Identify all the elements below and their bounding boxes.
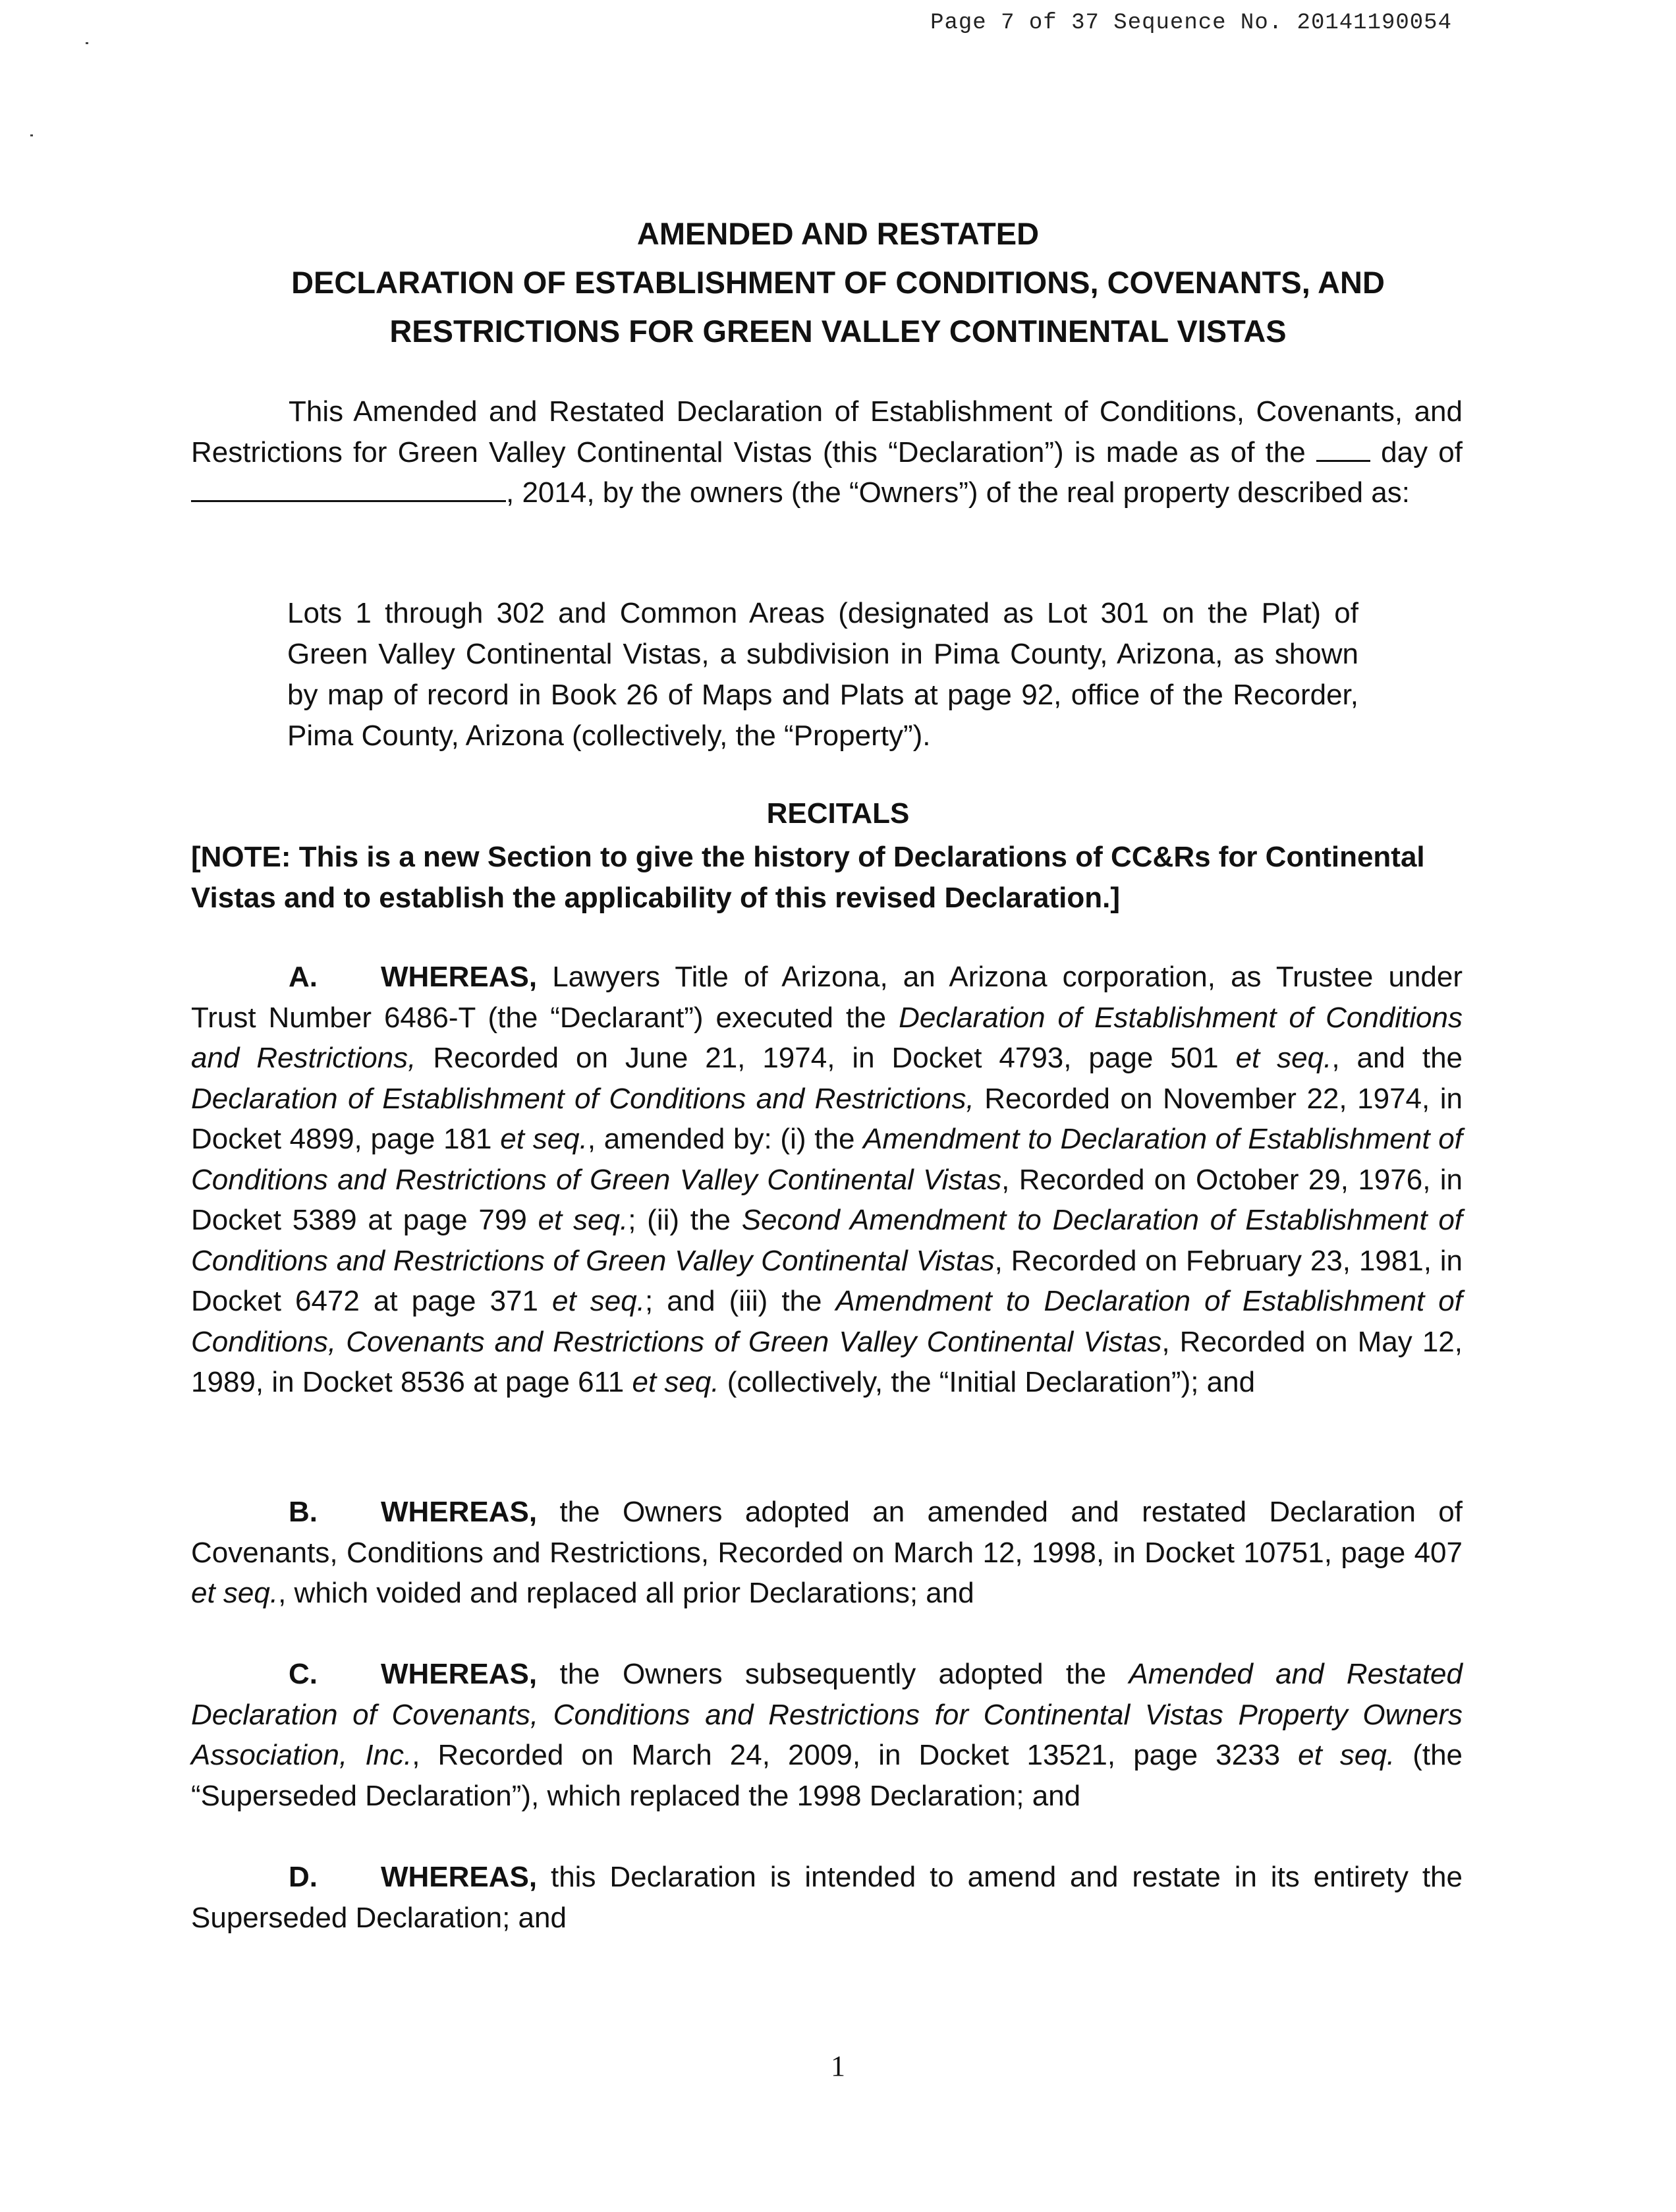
recitals-heading: RECITALS	[766, 797, 910, 830]
recital-d-whereas: WHEREAS,	[381, 1861, 538, 1893]
recital-a-citation: Declaration of Establishment of Conditions and Restrictions,	[191, 1001, 1463, 1074]
month-blank-line	[191, 474, 506, 502]
recital-c	[191, 1654, 1463, 1816]
title-line-2: DECLARATION OF ESTABLISHMENT OF CONDITIONS, COVENANTS, AND	[291, 265, 1385, 300]
recital-a-text: ; and (iii) the	[644, 1285, 836, 1317]
title-line-3: RESTRICTIONS FOR GREEN VALLEY CONTINENTAL VISTAS	[389, 314, 1287, 349]
recital-b-text: , which voided and replaced all prior Declarations; and	[278, 1577, 974, 1609]
recital-a-citation: et seq.	[1235, 1042, 1332, 1074]
recital-a-text: , amended by: (i) the	[587, 1123, 864, 1155]
recital-a-text: , and the	[1331, 1042, 1463, 1074]
recital-a-text: (collectively, the “Initial Declaration”); and	[719, 1366, 1256, 1398]
recital-a-citation: et seq.	[500, 1123, 588, 1155]
day-blank-line	[1316, 434, 1370, 462]
recital-c-citation: et seq.	[1298, 1739, 1395, 1771]
recital-c-whereas: WHEREAS,	[381, 1658, 538, 1690]
recital-a-whereas: WHEREAS,	[381, 961, 538, 993]
recital-c-text: the Owners subsequently adopted the	[537, 1658, 1129, 1690]
recital-d	[191, 1857, 1463, 1938]
recital-a-citation: et seq.	[632, 1366, 719, 1398]
intro-paragraph	[191, 391, 1463, 513]
recital-a-text: Recorded on November 22, 1974, in Docket 4899, page 181	[191, 1082, 1463, 1155]
recital-c-text: (the “Superseded Declaration”), which replaced the 1998 Declaration; and	[191, 1739, 1463, 1812]
recital-b	[191, 1492, 1463, 1614]
recital-a-citation: et seq.	[552, 1285, 645, 1317]
recital-a-text: Recorded on June 21, 1974, in Docket 4793, page 501	[416, 1042, 1236, 1074]
page-number: 1	[831, 2050, 845, 2082]
recital-a-text: , Recorded on February 23, 1981, in Docket 6472 at page 371	[191, 1244, 1463, 1317]
intro-text-3: , 2014, by the owners (the “Owners”) of the real property described as:	[506, 476, 1410, 509]
recital-a-text: , Recorded on May 12, 1989, in Docket 8536 at page 611	[191, 1325, 1463, 1398]
document-title	[0, 210, 1676, 356]
recital-c-text: , Recorded on March 24, 2009, in Docket 13521, page 3233	[412, 1739, 1299, 1771]
recital-a-citation: et seq.	[538, 1204, 628, 1236]
recital-a-citation: Declaration of Establishment of Conditions and Restrictions,	[191, 1082, 974, 1115]
recital-b-whereas: WHEREAS,	[381, 1496, 538, 1528]
recital-b-letter: B.	[289, 1496, 318, 1528]
recital-c-citation: Amended and Restated Declaration of Covenants, Conditions and Restrictions for Continental Vistas Property Owners Association, Inc.	[191, 1658, 1463, 1771]
intro-text-1: This Amended and Restated Declaration of Establishment of Conditions, Covenants, and Restrictions for Green Valley Continental Vistas (this “Declaration”) is made as of the	[191, 395, 1463, 468]
recital-a-text: Lawyers Title of Arizona, an Arizona corporation, as Trustee under Trust Number 6486-T (the “Declarant”) executed the	[191, 961, 1463, 1034]
recital-a	[191, 957, 1463, 1403]
page-sequence-stamp: Page 7 of 37 Sequence No. 20141190054	[930, 11, 1452, 36]
recital-a-text: ; (ii) the	[628, 1204, 742, 1236]
intro-text-2: day of	[1370, 436, 1463, 468]
recital-d-text: this Declaration is intended to amend and restate in its entirety the Superseded Declaration; and	[191, 1861, 1463, 1934]
recital-a-letter: A.	[289, 961, 318, 993]
title-line-1: AMENDED AND RESTATED	[636, 216, 1040, 251]
scan-speck	[30, 134, 33, 136]
recital-a-citation: Amendment to Declaration of Establishment of Conditions and Restrictions of Green Valley Continental Vistas	[191, 1123, 1463, 1196]
recital-d-letter: D.	[289, 1861, 318, 1893]
recital-a-citation: Second Amendment to Declaration of Establishment of Conditions and Restrictions of Green Valley Continental Vistas	[191, 1204, 1463, 1277]
recital-a-citation: Amendment to Declaration of Establishment of Conditions, Covenants and Restrictions of Green Valley Continental Vistas	[191, 1285, 1463, 1358]
recital-b-citation: et seq.	[191, 1577, 279, 1609]
scan-speck	[86, 42, 88, 44]
recitals-note: [NOTE: This is a new Section to give the history of Declarations of CC&Rs for Continental Vistas and to establish the applicability of this revised Declaration.]	[191, 841, 1425, 914]
recital-a-text: , Recorded on October 29, 1976, in Docket 5389 at page 799	[191, 1163, 1463, 1236]
property-description: Lots 1 through 302 and Common Areas (designated as Lot 301 on the Plat) of Green Valley Continental Vistas, a subdivision in Pima County, Arizona, as shown by map of record in Book 26 of Maps and Plats at page 92, office of the Recorder, Pima County, Arizona (collectively, the “Property”).	[287, 597, 1358, 752]
recital-c-letter: C.	[289, 1658, 318, 1690]
recital-b-text: the Owners adopted an amended and restated Declaration of Covenants, Conditions and Restrictions, Recorded on March 12, 1998, in Docket 10751, page 407	[191, 1496, 1463, 1569]
